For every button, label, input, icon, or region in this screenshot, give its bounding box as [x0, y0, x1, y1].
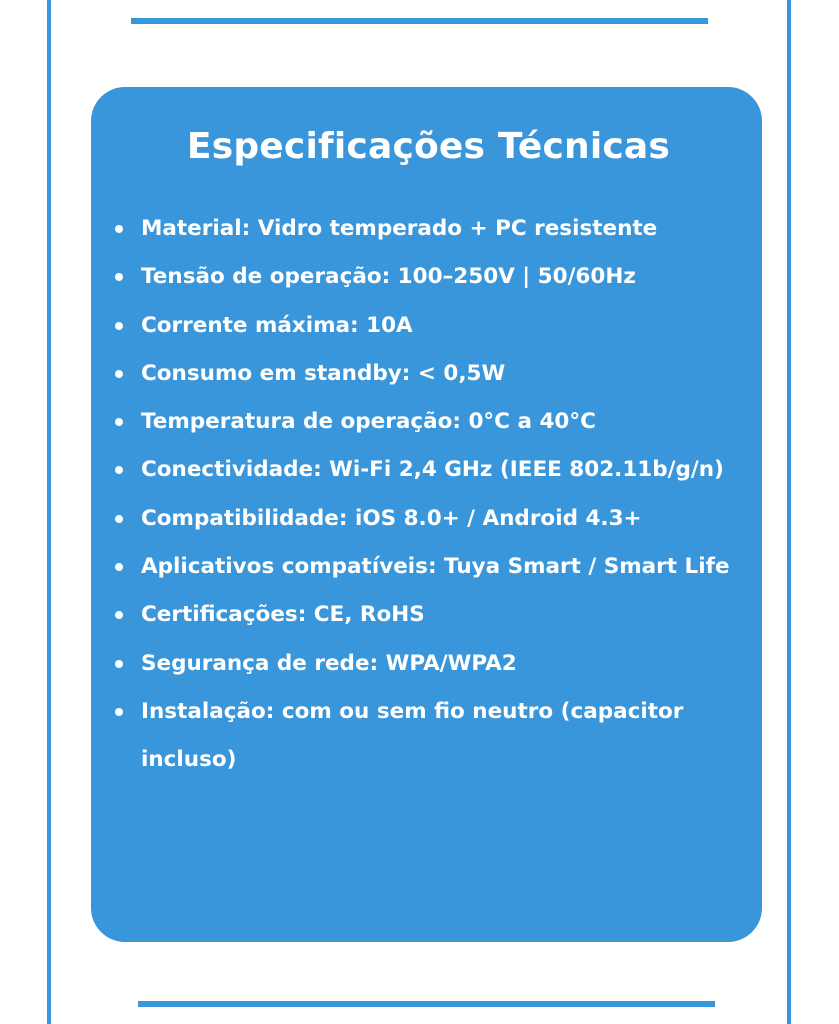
spec-item-operating-temperature — [111, 398, 732, 446]
spec-item-text: Aplicativos compatíveis: Tuya Smart / Smart Life — [141, 554, 730, 580]
specifications-list — [111, 205, 732, 785]
bullet-icon — [115, 418, 123, 426]
spec-item-standby-consumption — [111, 350, 732, 398]
spec-item-material — [111, 205, 732, 253]
bullet-icon — [115, 660, 123, 668]
spec-item-text: Conectividade: Wi-Fi 2,4 GHz (IEEE 802.11b/g/n) — [141, 457, 724, 483]
spec-item-max-current — [111, 302, 732, 350]
bullet-icon — [115, 273, 123, 281]
spec-item-compatibility — [111, 495, 732, 543]
divider-bottom — [138, 1001, 715, 1007]
spec-item-text: Certificações: CE, RoHS — [141, 602, 425, 628]
bullet-icon — [115, 611, 123, 619]
spec-item-text: Corrente máxima: 10A — [141, 312, 413, 338]
divider-top — [131, 18, 708, 24]
spec-item-text: Tensão de operação: 100–250V | 50/60Hz — [141, 264, 636, 290]
bullet-icon — [115, 708, 123, 716]
spec-item-installation — [111, 688, 732, 785]
bullet-icon — [115, 370, 123, 378]
bullet-icon — [115, 322, 123, 330]
spec-item-text: Consumo em standby: < 0,5W — [141, 360, 506, 386]
specifications-card — [91, 87, 762, 942]
bullet-icon — [115, 225, 123, 233]
spec-item-connectivity — [111, 446, 732, 494]
specifications-title: Especificações Técnicas — [186, 126, 671, 167]
spec-item-text: Compatibilidade: iOS 8.0+ / Android 4.3+ — [141, 505, 642, 531]
bullet-icon — [115, 563, 123, 571]
spec-item-network-security — [111, 640, 732, 688]
spec-item-text: Temperatura de operação: 0°C a 40°C — [141, 409, 596, 435]
spec-item-compatible-apps — [111, 543, 732, 591]
frame-border-left — [47, 0, 51, 1024]
spec-item-voltage — [111, 253, 732, 301]
bullet-icon — [115, 466, 123, 474]
bullet-icon — [115, 515, 123, 523]
spec-item-text: Material: Vidro temperado + PC resistente — [141, 216, 658, 241]
spec-item-text: Instalação: com ou sem fio neutro (capacitor incluso) — [141, 698, 684, 773]
spec-item-certifications — [111, 591, 732, 639]
frame-border-right — [787, 0, 791, 1024]
spec-item-text: Segurança de rede: WPA/WPA2 — [141, 650, 517, 676]
